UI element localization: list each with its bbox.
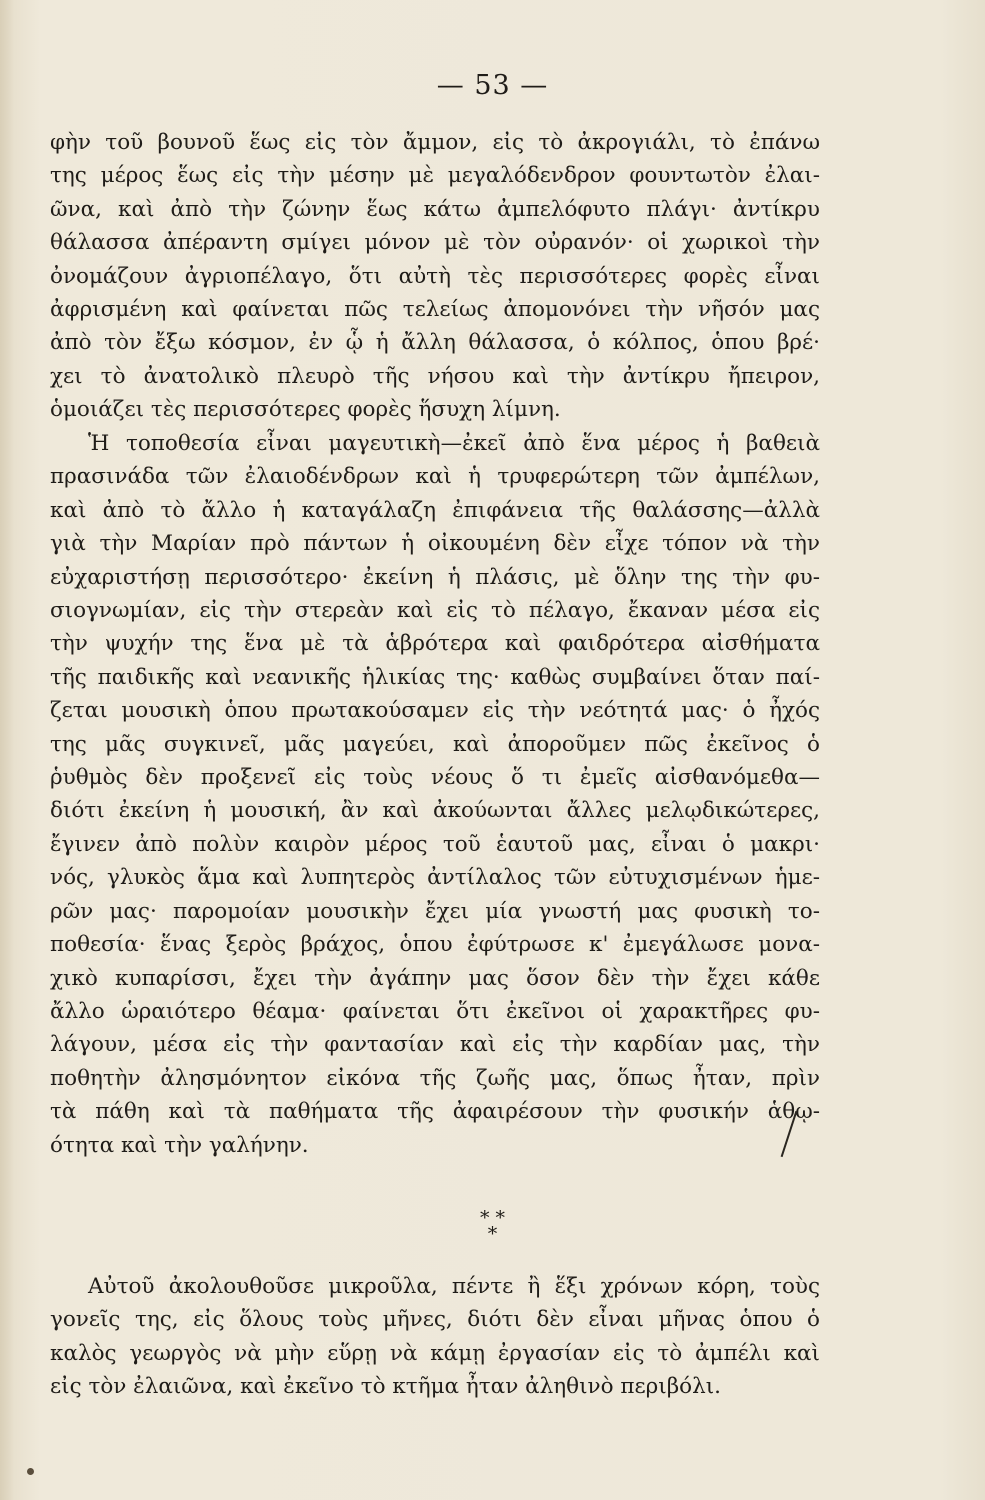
text-line: χικὸ κυπαρίσσι, ἔχει τὴν ἀγάπην μας ὅσον δὲν τὴν ἔχει κάθε xyxy=(50,965,820,991)
text-line: εὐχαριστήσῃ περισσότερο· ἐκείνη ἡ πλάσις, μὲ ὅλην της τὴν φυ- xyxy=(50,564,820,590)
text-line: ρῶν μας· παρομοίαν μουσικὴν ἔχει μία γνωστή μας φυσικὴ το- xyxy=(50,898,820,924)
text-line: ὀνομάζουν ἀγριοπέλαγο, ὅτι αὐτὴ τὲς περισσότερες φορὲς εἶναι xyxy=(50,263,820,289)
text-line: εἰς τὸν ἐλαιῶνα, καὶ ἐκεῖνο τὸ κτῆμα ἦταν ἀληθινὸ περιβόλι. xyxy=(50,1374,721,1400)
text-line: ἔγινεν ἀπὸ πολὺν καιρὸν μέρος τοῦ ἑαυτοῦ μας, εἶναι ὁ μακρι· xyxy=(50,831,820,857)
page-gutter-shadow xyxy=(0,0,14,1500)
text-line: καλὸς γεωργὸς νὰ μὴν εὕρῃ νὰ κάμῃ ἐργασίαν εἰς τὸ ἀμπέλι καὶ xyxy=(50,1340,820,1366)
text-line: πρασινάδα τῶν ἐλαιοδένδρων καὶ ἡ τρυφερώτερη τῶν ἀμπέλων, xyxy=(50,464,820,490)
paragraph-2 xyxy=(50,427,820,1162)
page-number: — 53 — xyxy=(436,70,549,101)
text-line: χει τὸ ἀνατολικὸ πλευρὸ τῆς νήσου καὶ τὴν ἀντίκρυ ἤπειρον, xyxy=(50,363,820,389)
text-line: τὴν ψυχήν της ἕνα μὲ τὰ ἁβρότερα καὶ φαιδρότερα αἰσθήματα xyxy=(50,631,820,657)
text-line: ῶνα, καὶ ἀπὸ τὴν ζώνην ἕως κάτω ἀμπελόφυτο πλάγι· ἀντίκρυ xyxy=(50,196,820,222)
text-line: λάγουν, μέσα εἰς τὴν φαντασίαν καὶ εἰς τὴν καρδίαν μας, τὴν xyxy=(50,1032,820,1058)
text-line: γονεῖς της, εἰς ὅλους τοὺς μῆνες, διότι δὲν εἶναι μῆνας ὁπου ὁ xyxy=(50,1307,820,1333)
text-line: ἀπὸ τὸν ἔξω κόσμον, ἐν ᾧ ἡ ἄλλη θάλασσα, ὁ κόλπος, ὁπου βρέ· xyxy=(50,330,820,356)
paragraph-1 xyxy=(50,126,820,427)
text-line: ζεται μουσικὴ ὁπου πρωτακούσαμεν εἰς τὴν νεότητά μας· ὁ ἦχός xyxy=(50,698,820,724)
text-line: τῆς παιδικῆς καὶ νεανικῆς ἡλικίας της· καθὼς συμβαίνει ὅταν παί- xyxy=(50,664,820,690)
text-line: ὁμοιάζει τὲς περισσότερες φορὲς ἥσυχη λίμνη. xyxy=(50,397,561,423)
text-line: γιὰ τὴν Μαρίαν πρὸ πάντων ἡ οἰκουμένη δὲν εἶχε τόπον νὰ τὴν xyxy=(50,531,820,557)
text-line: καὶ ἀπὸ τὸ ἄλλο ἡ καταγάλαζη ἐπιφάνεια τῆς θαλάσσης—ἀλλὰ xyxy=(50,497,820,523)
text-line: σιογνωμίαν, εἰς τὴν στερεὰν καὶ εἰς τὸ πέλαγο, ἔκαναν μέσα εἰς xyxy=(50,598,820,624)
text-line: Αὐτοῦ ἀκολουθοῦσε μικροῦλα, πέντε ἢ ἕξι χρόνων κόρη, τοὺς xyxy=(88,1274,820,1299)
text-line: νός, γλυκὸς ἅμα καὶ λυπητερὸς ἀντίλαλος τῶν εὐτυχισμένων ἡμε- xyxy=(50,865,820,891)
text-line: της μέρος ἕως εἰς τὴν μέσην μὲ μεγαλόδενδρον φουντωτὸν ἐλαι- xyxy=(50,163,820,189)
text-line: ποθητὴν ἀλησμόνητον εἰκόνα τῆς ζωῆς μας, ὅπως ἦταν, πρὶν xyxy=(50,1065,820,1091)
text-line: ἀφρισμένη καὶ φαίνεται πῶς τελείως ἀπομονόνει τὴν νῆσόν μας xyxy=(50,297,820,323)
text-line: τὰ πάθη καὶ τὰ παθήματα τῆς ἀφαιρέσουν τὴν φυσικήν ἁθῳ- xyxy=(50,1099,820,1125)
section-separator xyxy=(0,1207,985,1245)
text-line: θάλασσα ἀπέραντη σμίγει μόνον μὲ τὸν οὐρανόν· οἱ χωρικοὶ τὴν xyxy=(50,230,820,256)
asterism: * * * xyxy=(479,1207,506,1245)
text-line: Ἡ τοποθεσία εἶναι μαγευτικὴ—ἐκεῖ ἀπὸ ἕνα μέρος ἡ βαθειὰ xyxy=(88,431,820,456)
paragraph-3 xyxy=(50,1270,820,1404)
text-line: διότι ἐκείνη ἡ μουσική, ἂν καὶ ἀκούωνται ἄλλες μελῳδικώτερες, xyxy=(50,798,820,824)
text-line: ῥυθμὸς δὲν προξενεῖ εἰς τοὺς νέους ὅ τι ἐμεῖς αἰσθανόμεθα— xyxy=(50,765,820,791)
text-line: ἄλλο ὡραιότερο θέαμα· φαίνεται ὅτι ἐκεῖνοι οἱ χαρακτῆρες φυ- xyxy=(50,998,820,1024)
text-line: φὴν τοῦ βουνοῦ ἕως εἰς τὸν ἄμμον, εἰς τὸ ἀκρογιάλι, τὸ ἐπάνω xyxy=(50,130,820,155)
text-line: ποθεσία· ἕνας ξερὸς βράχος, ὁπου ἐφύτρωσε κ' ἐμεγάλωσε μονα- xyxy=(50,932,820,958)
text-line: ότητα καὶ τὴν γαλήνην. xyxy=(50,1132,309,1158)
text-line: της μᾶς συγκινεῖ, μᾶς μαγεύει, καὶ ἀποροῦμεν πῶς ἐκεῖνος ὁ xyxy=(50,731,820,757)
ink-spot xyxy=(27,1468,34,1475)
